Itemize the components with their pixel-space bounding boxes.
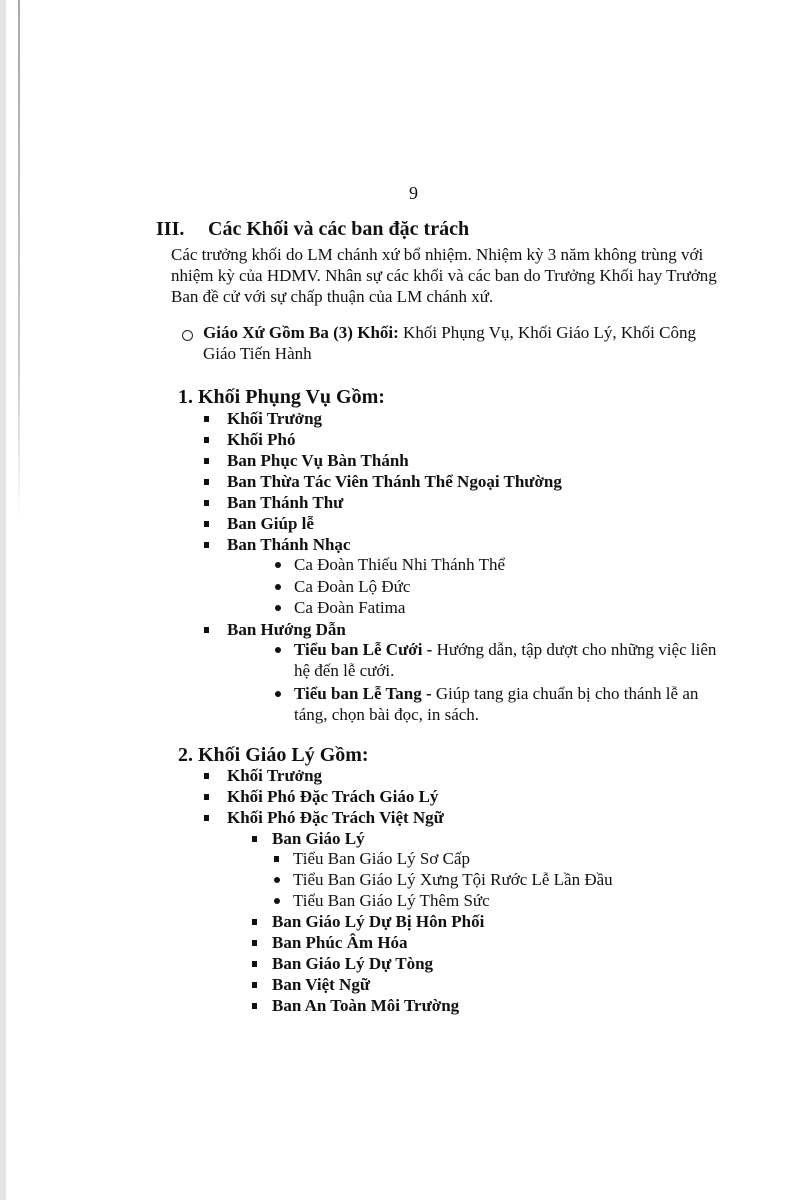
intro-line	[203, 322, 738, 364]
group-2-ban: Ban Giáo Lý Dự Bị Hôn Phối	[272, 912, 485, 931]
square-bullet-icon	[252, 982, 257, 988]
ban-giao-ly-sub: Tiểu Ban Giáo Lý Sơ Cấp	[293, 849, 470, 868]
intro-text-cont: Giáo Tiến Hành	[203, 344, 312, 363]
group-1-item: Ban Giúp lễ	[227, 514, 314, 533]
group-1-item: Ban Thánh Thư	[227, 493, 344, 512]
group-1-title: 1. Khối Phụng Vụ Gồm:	[178, 386, 385, 408]
square-bullet-icon	[252, 919, 257, 925]
group-2-ban: Ban Việt Ngữ	[272, 975, 371, 994]
ban-giao-ly-sub: Tiểu Ban Giáo Lý Xưng Tội Rước Lễ Lần Đầu	[293, 870, 613, 889]
page-edge-shadow	[0, 0, 6, 1200]
group-2-item: Khối Trưởng	[227, 766, 323, 785]
guide-subcommittee	[294, 683, 739, 725]
group-1-item: Khối Trưởng	[227, 409, 323, 428]
intro-text: Khối Phụng Vụ, Khối Giáo Lý, Khối Công	[398, 323, 696, 342]
square-bullet-icon	[204, 437, 209, 443]
circle-bullet-icon	[182, 330, 193, 341]
ban-giao-ly: Ban Giáo Lý	[272, 829, 365, 848]
group-2-title: 2. Khối Giáo Lý Gồm:	[178, 744, 369, 766]
round-bullet-icon	[275, 647, 281, 653]
square-bullet-icon	[204, 521, 209, 527]
intro-bold: Giáo Xứ Gồm Ba (3) Khối:	[203, 323, 399, 342]
group-1-item: Ban Thừa Tác Viên Thánh Thể Ngoại Thường	[227, 472, 562, 491]
round-bullet-icon	[274, 898, 280, 904]
group-1-item: Ban Thánh Nhạc	[227, 535, 351, 554]
choir-item: Ca Đoàn Thiếu Nhi Thánh Thể	[294, 555, 506, 574]
group-2-item: Khối Phó Đặc Trách Việt Ngữ	[227, 808, 444, 827]
subcommittee-desc-cont: táng, chọn bài đọc, in sách.	[294, 705, 480, 724]
group-2-ban: Ban An Toàn Môi Trường	[272, 996, 460, 1015]
choir-item: Ca Đoàn Fatima	[294, 598, 406, 617]
subcommittee-desc-cont: hệ đến lễ cưới.	[294, 661, 395, 680]
round-bullet-icon	[274, 877, 280, 883]
paragraph-line: nhiệm kỳ của HDMV. Nhân sự các khối và các ban do Trưởng Khối hay Trưởng	[171, 266, 717, 285]
square-bullet-icon	[204, 542, 209, 548]
group-1-item-guide: Ban Hướng Dẫn	[227, 620, 346, 639]
paragraph-line: Ban đề cử với sự chấp thuận của LM chánh xứ.	[171, 287, 494, 306]
choir-item: Ca Đoàn Lộ Đức	[294, 577, 411, 596]
group-1-item: Khối Phó	[227, 430, 296, 449]
round-bullet-icon	[275, 605, 281, 611]
round-bullet-icon	[275, 691, 281, 697]
square-bullet-icon	[204, 458, 209, 464]
group-2-item: Khối Phó Đặc Trách Giáo Lý	[227, 787, 439, 806]
group-2-ban: Ban Phúc Âm Hóa	[272, 933, 408, 952]
square-bullet-icon	[204, 416, 209, 422]
square-bullet-icon	[252, 940, 257, 946]
subcommittee-name: Tiểu ban Lễ Cưới -	[294, 640, 433, 659]
square-bullet-icon	[252, 1003, 257, 1009]
page-number: 9	[409, 183, 418, 203]
square-bullet-icon	[204, 479, 209, 485]
section-paragraph	[171, 244, 737, 307]
subcommittee-desc: Hướng dẫn, tập dượt cho những việc liên	[432, 640, 717, 659]
square-bullet-icon	[274, 856, 279, 862]
square-bullet-icon	[204, 773, 209, 779]
round-bullet-icon	[275, 562, 281, 568]
group-1-item: Ban Phục Vụ Bàn Thánh	[227, 451, 409, 470]
group-2-ban: Ban Giáo Lý Dự Tòng	[272, 954, 434, 973]
page-edge-line	[18, 0, 20, 520]
round-bullet-icon	[275, 584, 281, 590]
square-bullet-icon	[252, 836, 257, 842]
subcommittee-name: Tiểu ban Lễ Tang -	[294, 684, 432, 703]
square-bullet-icon	[204, 627, 209, 633]
square-bullet-icon	[204, 794, 209, 800]
subcommittee-desc: Giúp tang gia chuẩn bị cho thánh lễ an	[431, 684, 699, 703]
section-title: Các Khối và các ban đặc trách	[208, 218, 470, 240]
section-number: III.	[156, 218, 185, 240]
ban-giao-ly-sub: Tiểu Ban Giáo Lý Thêm Sức	[293, 891, 490, 910]
square-bullet-icon	[204, 815, 209, 821]
paragraph-line: Các trưởng khối do LM chánh xứ bổ nhiệm. Nhiệm kỳ 3 năm không trùng với	[171, 245, 704, 264]
square-bullet-icon	[204, 500, 209, 506]
guide-subcommittee	[294, 639, 739, 681]
square-bullet-icon	[252, 961, 257, 967]
